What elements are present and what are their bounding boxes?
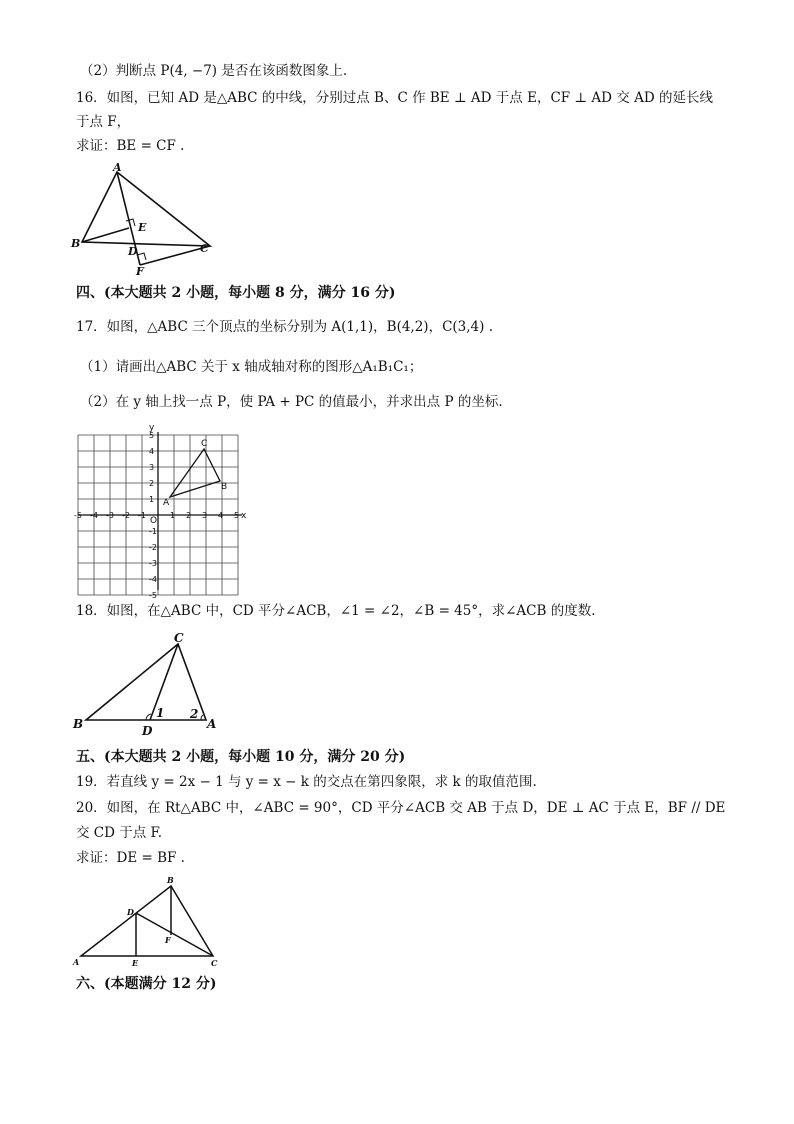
q19-stem: 19．若直线 y = 2x − 1 与 y = x − k 的交点在第四象限，求 k 的取值范围. [76,774,537,790]
y-tick-label: -1 [149,527,157,536]
x-tick-label: -1 [138,511,146,520]
figure-q18 [70,630,220,740]
label-D: D [142,724,153,738]
label-A: A [163,498,170,508]
x-axis-label: x [241,511,247,521]
label-C: C [174,631,184,645]
y-tick-label: 5 [149,431,155,440]
q18-stem: 18．如图，在△ABC 中，CD 平分∠ACB，∠1 = ∠2，∠B = 45°，求∠ACB 的度数. [76,603,596,619]
y-tick-label: 2 [149,479,155,488]
x-tick-label: -2 [122,511,130,520]
figure-q20 [70,873,230,973]
label-A: A [207,717,217,731]
figure-q16 [68,160,218,276]
angle-1-label: 1 [156,706,165,720]
q16-stem: 16．如图，已知 AD 是△ABC 的中线，分别过点 B、C 作 BE ⊥ AD 于点 E，CF ⊥ AD 交 AD 的延长线 [76,90,713,106]
y-tick-label: -5 [149,591,157,600]
x-tick-label: -4 [90,511,98,520]
label-B: B [167,875,174,885]
section-6-heading: 六、(本题满分 12 分) [76,976,217,992]
label-A: A [73,957,80,967]
label-F: F [165,935,171,945]
q17-part1: （1）请画出△ABC 关于 x 轴成轴对称的图形△A₁B₁C₁； [80,359,423,375]
label-C: C [201,439,208,449]
figure-q17-coordinate-grid [70,422,250,600]
q15-part2: （2）判断点 P(4, −7) 是否在该函数图象上. [80,63,348,79]
label-B: B [221,482,228,492]
section-4-heading: 四、(本大题共 2 小题，每小题 8 分，满分 16 分) [76,285,396,301]
label-B: B [73,717,84,731]
q20-stem-cont: 交 CD 于点 F. [76,825,163,841]
q20-prove: 求证：DE = BF . [76,850,185,866]
label-A: A [113,161,122,174]
label-E: E [132,958,139,968]
q17-part2: （2）在 y 轴上找一点 P，使 PA + PC 的值最小，并求出点 P 的坐标. [80,394,503,410]
q17-stem: 17．如图，△ABC 三个顶点的坐标分别为 A(1,1)，B(4,2)，C(3,4) . [76,319,493,335]
x-tick-label: 2 [186,511,192,520]
x-tick-label: 4 [218,511,224,520]
q16-stem-cont: 于点 F， [76,114,131,130]
label-C: C [211,958,218,968]
y-tick-label: 3 [149,463,155,472]
y-tick-label: -3 [149,559,157,568]
label-B: B [71,237,81,250]
section-5-heading: 五、(本大题共 2 小题，每小题 10 分，满分 20 分) [76,749,406,765]
label-D: D [128,245,138,258]
label-D: D [127,907,134,917]
q20-stem: 20．如图，在 Rt△ABC 中，∠ABC = 90°，CD 平分∠ACB 交 AB 于点 D，DE ⊥ AC 于点 E，BF // DE [76,800,726,816]
triangle-ABC [170,449,220,497]
x-tick-label: -3 [106,511,114,520]
x-tick-label: -5 [74,511,82,520]
angle-2-label: 2 [190,707,199,721]
x-tick-label: 3 [202,511,208,520]
label-C: C [200,242,209,255]
label-E: E [138,221,147,234]
y-tick-label: -2 [149,543,157,552]
x-tick-label: 5 [234,511,240,520]
y-tick-label: -4 [149,575,157,584]
q16-prove: 求证：BE = CF . [76,138,185,154]
x-tick-label: 1 [170,511,176,520]
y-tick-label: 1 [149,495,155,504]
label-F: F [136,265,144,278]
origin-label: O [150,516,158,526]
y-axis-label: y [149,423,155,433]
y-tick-label: 4 [149,447,155,456]
